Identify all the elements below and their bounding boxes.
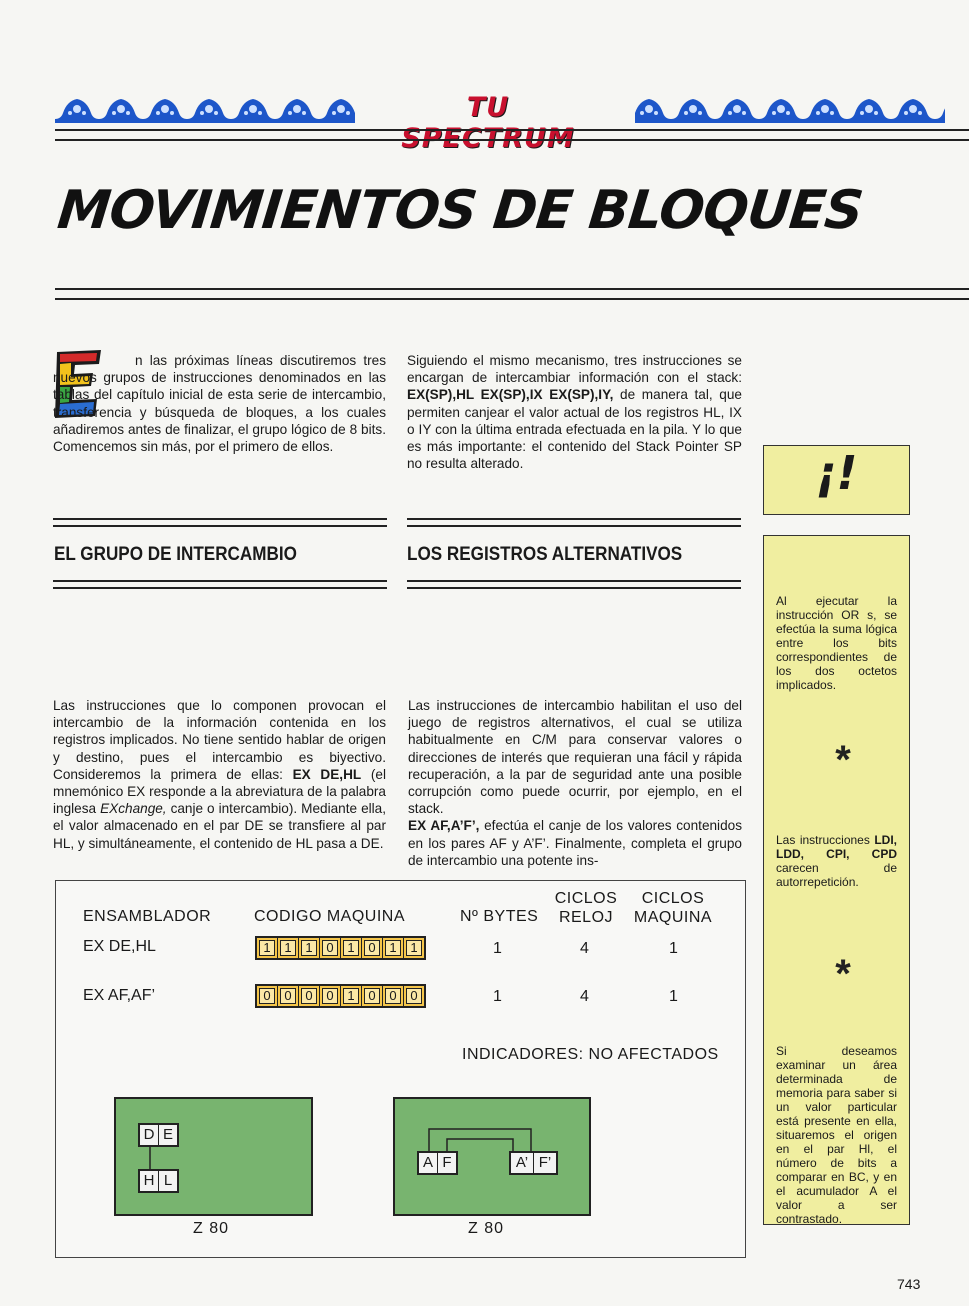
col-header-assembler: ENSAMBLADOR [83, 908, 212, 925]
header-rule-bottom [55, 139, 969, 141]
sidebar-note-ldi [776, 833, 897, 889]
header-rule-top [55, 129, 969, 131]
register-f-alt: F’ [533, 1153, 556, 1173]
row2-clock: 4 [580, 988, 589, 1005]
sidebar-asterisk-1: * [835, 738, 851, 782]
section2-instruction-exafaf: EX AF,A’F’, [408, 818, 480, 834]
row1-clock: 4 [580, 940, 589, 957]
bit-value: 1 [343, 988, 359, 1004]
title-rule-top [55, 288, 969, 290]
row2-bit [319, 986, 340, 1006]
bit-value: 1 [280, 940, 296, 956]
register-af [417, 1151, 458, 1175]
bit-value: 1 [385, 940, 401, 956]
section1-body [53, 697, 386, 852]
intro-text-right: Siguiendo el mismo mecanismo, tres instrucciones se encargan de intercambiar información con el stack: [407, 353, 742, 386]
bit-value: 0 [364, 940, 380, 956]
section2-text-1: Las instrucciones de intercambio habilitan el uso del juego de registros alternativos, el cual se utiliza habitualmente en C/M para conservar valores o direcciones de interés que requieran una fácil y rápida recuperación, a la par de seguridad ante una posible corrupción como puede ocurrir, por ejemplo, en el stack. [408, 698, 742, 817]
page-number: 743 [897, 1276, 921, 1292]
col-header-bytes: Nº BYTES [460, 908, 539, 925]
machine-header-line1: CICLOS [641, 890, 705, 907]
z80-diagram-de-hl [114, 1097, 313, 1216]
diagram2-label: Z 80 [468, 1220, 505, 1237]
section1-rule-bottom-b [53, 587, 387, 589]
bit-value: 0 [406, 988, 422, 1004]
section2-rule-top-a [407, 518, 741, 520]
z80-diagram-af-af [393, 1097, 591, 1216]
bit-value: 1 [343, 940, 359, 956]
sidebar-note-ldi-text: Las instrucciones [776, 833, 875, 847]
register-e: E [158, 1125, 177, 1145]
section2-heading: LOS REGISTROS ALTERNATIVOS [407, 544, 683, 565]
bit-value: 0 [385, 988, 401, 1004]
row2-bit [298, 986, 319, 1006]
section1-text-2: (el mnemónico EX responde a la abreviatura de la palabra inglesa [53, 766, 386, 817]
section1-text-1: Las instrucciones que lo componen provocan el intercambio de la información contenida en los registros implicados. No tiene sentido hablar de origen y destino, pues el intercambio es biyectivo. Consideremos la primera de ellas: [53, 698, 386, 782]
clock-header-line1: CICLOS [554, 890, 618, 907]
bit-value: 0 [364, 988, 380, 1004]
row2-bit [382, 986, 403, 1006]
register-af-alt [509, 1151, 558, 1175]
bit-value: 0 [322, 940, 338, 956]
row2-machine: 1 [669, 988, 678, 1005]
register-l: L [158, 1171, 177, 1191]
row1-machine: 1 [669, 940, 678, 957]
col-header-machine-cycles [628, 889, 718, 927]
machine-header-line2: MAQUINA [633, 909, 713, 926]
clock-header-line2: RELOJ [558, 909, 614, 926]
col-header-machine-code: CODIGO MAQUINA [254, 908, 406, 925]
intro-text-left: n las próximas líneas discutiremos tres nuevos grupos de instrucciones denominados en las tablas del capítulo inicial de esta serie de intercambio, transferencia y búsqueda de bloques, a los cuales añadiremos antes de finalizar, el grupo lógico de 8 bits. Comencemos sin más, por el primero de ellos. [53, 353, 386, 455]
bit-value: 0 [280, 988, 296, 1004]
bit-value: 0 [322, 988, 338, 1004]
row1-bit [403, 938, 424, 958]
sidebar-asterisk-2: * [835, 952, 851, 996]
flags-note: INDICADORES: NO AFECTADOS [462, 1046, 719, 1063]
row2-bytes: 1 [493, 988, 502, 1005]
section2-rule-bottom-a [407, 580, 741, 582]
row1-bytes: 1 [493, 940, 502, 957]
row1-bit [382, 938, 403, 958]
section1-exchange-word: EXchange, [100, 801, 167, 817]
diagram1-label: Z 80 [193, 1220, 230, 1237]
row2-machine-code [255, 984, 426, 1008]
sidebar-note-ldi-instructions: LDI, LDD, CPI, CPD [776, 833, 897, 861]
register-hl [138, 1169, 179, 1193]
section2-rule-bottom-b [407, 587, 741, 589]
row2-bit [277, 986, 298, 1006]
bit-value: 1 [406, 940, 422, 956]
row1-bit [277, 938, 298, 958]
bit-value: 1 [301, 940, 317, 956]
section1-rule-top-b [53, 525, 387, 527]
section1-rule-bottom-a [53, 580, 387, 582]
register-de [138, 1123, 179, 1147]
intro-stack-instructions: EX(SP),HL EX(SP),IX EX(SP),IY, [407, 387, 614, 403]
section2-rule-top-b [407, 525, 741, 527]
register-a-alt: A’ [515, 1154, 529, 1171]
row1-assembler: EX DE,HL [83, 938, 156, 955]
section-header-title: TU SPECTRUM [401, 92, 575, 154]
section1-heading: EL GRUPO DE INTERCAMBIO [54, 544, 297, 565]
row1-bit [319, 938, 340, 958]
section2-text-2: efectúa el canje de los valores contenidos en los pares AF y A’F’. Finalmente, completa el grupo de intercambio una potente ins- [408, 818, 742, 868]
sidebar-note-search: Si deseamos examinar un área determinada de memoria para saber si un valor particular está presente en ella, situaremos el origen en el par Hl, el número de bits a comparar en BC, y en el acumulador A el valor a ser contrastado. [776, 1044, 897, 1226]
sidebar-exclaim: ¡! [815, 446, 858, 500]
row2-bit [257, 986, 277, 1006]
section1-text-3: canje o intercambio). Mediante ella, el valor almacenado en el par DE se transfiere al par HL, y simultáneamente, el contenido de HL pasa a DE. [53, 801, 387, 851]
bit-value: 0 [301, 988, 317, 1004]
bit-value: 1 [259, 940, 275, 956]
register-d: D [143, 1126, 155, 1143]
section2-body [408, 697, 742, 869]
col-header-clock-cycles [548, 889, 624, 927]
row1-bit [340, 938, 361, 958]
row1-bit [361, 938, 382, 958]
intro-text-right-end: de manera tal, que permiten canjear el valor actual de los registros HL, IX o IY con la última entrada efectuada en la pila. Y lo que es más importante: el contenido del Stack Pointer SP no resulta alterado. [407, 387, 742, 472]
row2-bit [361, 986, 382, 1006]
row1-machine-code [255, 936, 426, 960]
section1-instruction-exdehl: EX DE,HL [292, 766, 362, 782]
register-f: F [437, 1153, 456, 1173]
register-a: A [422, 1154, 433, 1171]
exchange-connector [116, 1099, 311, 1214]
title-rule-bottom [55, 298, 969, 300]
bit-value: 0 [259, 988, 275, 1004]
intro-paragraph-right [407, 352, 742, 472]
row2-bit [340, 986, 361, 1006]
sidebar-note-or: Al ejecutar la instrucción OR s, se efectúa la suma lógica entre los bits correspondientes de los dos octetos implicados. [776, 594, 897, 692]
row1-bit [298, 938, 319, 958]
row2-bit [403, 986, 424, 1006]
row1-bit [257, 938, 277, 958]
instruction-table [55, 880, 746, 1258]
intro-paragraph-left [53, 352, 386, 455]
section1-rule-top-a [53, 518, 387, 520]
row2-assembler: EX AF,AF’ [83, 987, 156, 1004]
article-title: MOVIMIENTOS DE BLOQUES [54, 180, 866, 241]
sidebar-note-ldi-end: carecen de autorrepetición. [776, 861, 897, 889]
register-h: H [143, 1172, 155, 1189]
